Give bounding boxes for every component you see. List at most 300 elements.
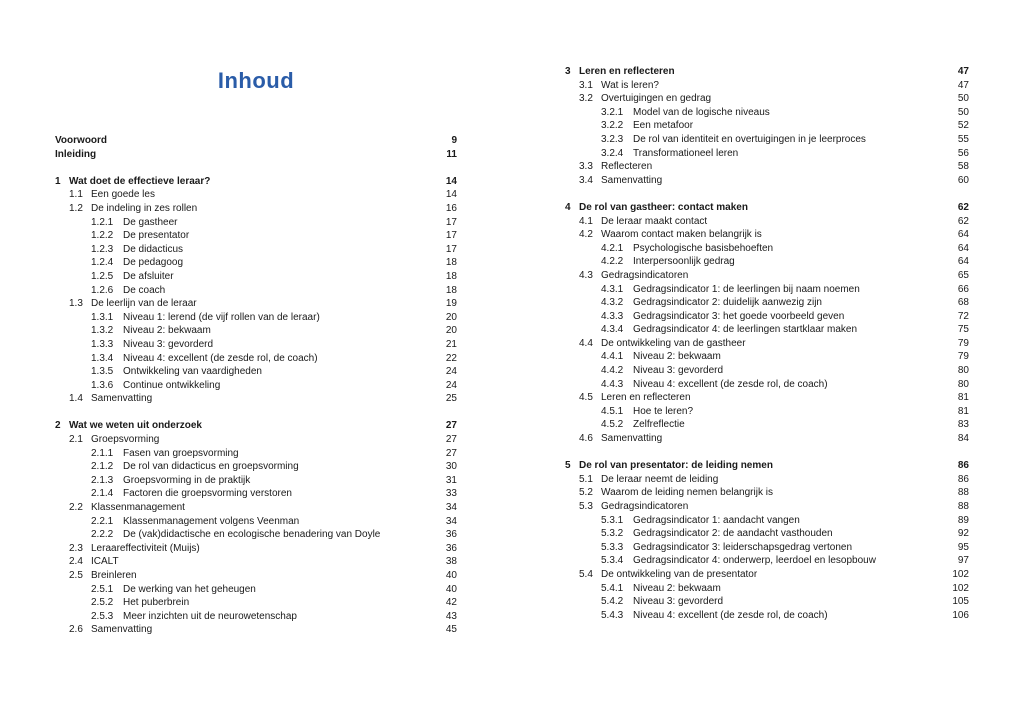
toc-entry [55,610,457,624]
toc-entry [565,79,969,93]
toc-entry-number: 5.1 [579,473,593,485]
toc-entry-page: 25 [445,393,457,405]
toc-entry [55,379,457,393]
toc-entry-title: Klassenmanagement volgens Veenman [123,515,300,527]
toc-entry-title: Transformationeel leren [633,147,739,159]
toc-entry-number: 4.2 [579,229,593,241]
toc-entry [565,541,969,555]
toc-entry-page: 88 [957,487,969,499]
toc-entry-page: 14 [445,189,457,201]
toc-entry-page: 58 [957,161,969,173]
toc-entry [565,486,969,500]
toc-entry-number: 5.3.3 [601,541,624,553]
toc-entry-page: 40 [445,570,457,581]
toc-entry-title: Samenvatting [601,433,663,445]
toc-entry-number: 4 [565,201,571,213]
toc-entry-page: 79 [957,351,969,363]
toc-entry-number: 5.3 [579,501,593,512]
toc-entry-title: Klassenmanagement [91,502,185,514]
toc-entry [565,378,969,392]
toc-entry-title: Wat we weten uit onderzoek [69,420,202,432]
toc-entry-title: Zelfreflectie [633,419,685,431]
toc-entry [565,323,969,337]
left-page [55,0,457,719]
toc-spacer [565,187,969,201]
toc-entry [565,582,969,596]
toc-entry-title: Samenvatting [601,174,663,186]
toc-entry [565,283,969,297]
toc-entry-page: 16 [445,202,457,214]
toc-entry-number: 1.2 [69,202,83,214]
toc-entry-title: Samenvatting [91,393,153,405]
toc-entry-title: Niveau 3: gevorderd [123,338,214,350]
toc-entry-number: 4.3.4 [601,324,624,336]
toc-entry-page: 34 [445,515,457,527]
toc-entry [55,501,457,515]
toc-entry-number: 4.5.1 [601,405,624,417]
toc-entry-title: De leerlijn van de leraar [91,298,197,310]
toc-entry-page: 43 [445,610,457,622]
toc-entry-page: 92 [957,528,969,540]
toc-entry-number: 1.3 [69,298,83,310]
toc-entry-page: 50 [957,106,969,118]
toc-entry [55,555,457,569]
toc-entry-page: 20 [445,311,457,323]
toc-entry-page: 56 [957,147,969,159]
toc-entry-page: 17 [445,243,457,255]
toc-entry [55,460,457,474]
toc-entry-number: 5.3.4 [601,555,624,567]
toc-entry-page: 42 [445,597,457,609]
toc-entry-title: De leraar maakt contact [601,215,708,227]
toc-entry-page: 86 [957,460,969,472]
toc-entry-page: 86 [957,473,969,485]
toc-entry-title: Waarom contact maken belangrijk is [601,229,762,241]
toc-entry-number: 4.3.3 [601,310,624,322]
toc-entry-page: 106 [952,609,969,621]
toc-entry [55,433,457,447]
toc-entry-page: 65 [957,269,969,281]
toc-entry-title: De presentator [123,230,190,242]
toc-entry-page: 45 [445,624,457,636]
toc-entry [565,391,969,405]
toc-entry-number: 1.4 [69,393,83,405]
toc-entry-page: 55 [957,133,969,145]
toc-chapter-entry [55,134,457,148]
toc-entry [55,297,457,311]
toc-chapter-entry [565,201,969,215]
toc-entry-title: De leraar neemt de leiding [601,473,719,485]
toc-entry-page: 64 [957,256,969,268]
toc-entry [55,270,457,284]
toc-entry-number: 4.3.2 [601,297,624,309]
toc-entry [55,392,457,406]
toc-entry [565,432,969,446]
toc-entry-page: 27 [445,420,457,432]
toc-entry-page: 27 [445,434,457,446]
toc-entry [565,242,969,256]
toc-entry-page: 68 [957,297,969,309]
toc-entry-number: 4.5.2 [601,419,624,431]
toc-entry-number: 4.3 [579,269,593,281]
toc-entry-title: De rol van didacticus en groepsvorming [123,461,299,473]
toc-entry-number: 3.2.3 [601,133,624,145]
toc-entry-title: Gedragsindicator 2: duidelijk aanwezig zijn [633,297,822,309]
toc-entry-title: Niveau 2: bekwaam [123,325,211,337]
right-page [565,0,969,719]
toc-entry-page: 52 [957,120,969,132]
toc-entry-title: Gedragsindicator 1: aandacht vangen [633,514,800,526]
toc-entry-number: 1.3.5 [91,366,114,378]
toc-entry [565,215,969,229]
toc-entry-title: Overtuigingen en gedrag [601,93,712,105]
toc-entry [55,188,457,202]
toc-entry [55,596,457,610]
toc-entry-page: 105 [952,596,969,608]
toc-entry [565,405,969,419]
toc-entry-title: De rol van presentator: de leiding nemen [579,460,773,472]
toc-entry-page: 102 [952,582,969,594]
toc-entry-number: 2.5.3 [91,610,114,622]
toc-entry-page: 66 [957,283,969,295]
toc-entry-number: 2.5.1 [91,583,114,595]
toc-entry-title: Gedragsindicatoren [601,501,689,512]
toc-entry-title: Gedragsindicator 4: de leerlingen startklaar maken [633,324,858,336]
toc-entry-title: Fasen van groepsvorming [123,447,239,459]
toc-entry-title: De werking van het geheugen [123,583,256,595]
toc-entry-number: 2.1.3 [91,474,114,486]
toc-entry-number: 2.5 [69,570,83,581]
toc-entry-page: 21 [445,338,457,350]
toc-entry-page: 18 [445,284,457,296]
toc-entry-page: 22 [445,352,457,364]
toc-entry [55,623,457,637]
toc-left [55,134,457,637]
toc-spacer [55,406,457,420]
toc-entry-title: Hoe te leren? [633,405,694,417]
toc-entry-number: 1.3.1 [91,311,114,323]
toc-entry [565,106,969,120]
toc-entry-number: 5.4.2 [601,596,624,608]
toc-entry-title: De coach [123,284,166,296]
toc-entry [565,174,969,188]
toc-entry [565,514,969,528]
toc-entry-page: 81 [957,405,969,417]
toc-entry [55,528,457,542]
toc-entry [55,569,457,583]
toc-entry-page: 83 [957,419,969,431]
toc-entry-page: 102 [952,568,969,580]
toc-entry-number: 3 [565,66,571,77]
toc-entry-title: Leren en reflecteren [579,66,675,77]
toc-entry-page: 89 [957,514,969,526]
toc-entry-title: Groepsvorming in de praktijk [123,474,251,486]
toc-entry [55,583,457,597]
toc-entry-number: 1.3.2 [91,325,114,337]
toc-entry-title: De ontwikkeling van de presentator [601,568,758,580]
toc-entry-page: 17 [445,230,457,242]
toc-entry-number: 4.4.1 [601,351,624,363]
toc-entry [565,296,969,310]
toc-entry [565,364,969,378]
toc-entry [55,311,457,325]
toc-entry-page: 30 [445,461,457,473]
toc-entry-title: Samenvatting [91,624,153,636]
toc-entry [565,310,969,324]
toc-entry-number: 5.3.1 [601,514,624,526]
toc-entry-page: 27 [445,447,457,459]
toc-entry-title: De gastheer [123,216,178,228]
toc-right [565,65,969,622]
toc-entry-page: 47 [957,66,969,77]
toc-entry-title: De didacticus [123,243,184,255]
toc-entry-number: 2.5.2 [91,597,114,609]
toc-entry-page: 62 [957,201,969,213]
toc-entry-number: 4.2.2 [601,256,624,268]
toc-entry-number: 5.4 [579,568,593,580]
toc-entry-page: 88 [957,501,969,512]
toc-entry-page: 64 [957,229,969,241]
toc-entry-number: 3.2.2 [601,120,624,132]
toc-entry-page: 60 [957,174,969,186]
toc-entry [55,515,457,529]
toc-entry-title: Niveau 2: bekwaam [633,351,721,363]
toc-entry-title: Een goede les [91,189,155,201]
toc-entry-title: Waarom de leiding nemen belangrijk is [601,487,773,499]
toc-entry-title: Leraareffectiviteit (Muijs) [91,542,200,554]
toc-entry [565,92,969,106]
toc-entry-page: 34 [445,502,457,514]
toc-entry-page: 36 [445,542,457,554]
toc-entry-title: Niveau 4: excellent (de zesde rol, de coach) [633,609,828,621]
toc-entry [565,228,969,242]
toc-entry-number: 4.5 [579,392,593,404]
toc-entry-page: 50 [957,93,969,105]
toc-entry-page: 18 [445,270,457,282]
toc-entry-number: 2 [55,420,61,432]
toc-entry [565,568,969,582]
toc-entry-number: 4.6 [579,433,593,445]
toc-entry-number: 2.6 [69,624,83,636]
toc-entry-page: 24 [445,366,457,378]
toc-entry-number: 4.4.2 [601,365,624,377]
toc-entry-title: Psychologische basisbehoeften [633,242,774,254]
toc-entry-title: Niveau 3: gevorderd [633,596,724,608]
toc-entry-title: Gedragsindicator 2: de aandacht vasthouden [633,528,833,540]
toc-entry-title: Gedragsindicator 4: onderwerp, leerdoel en lesopbouw [633,555,876,567]
toc-entry-title: Niveau 1: lerend (de vijf rollen van de leraar) [123,311,320,323]
toc-entry-title: Een metafoor [633,120,694,132]
toc-entry-page: 80 [957,378,969,390]
toc-entry-number: 4.3.1 [601,283,624,295]
toc-entry-title: Wat doet de effectieve leraar? [69,175,211,187]
toc-entry-number: 5 [565,460,571,472]
toc-entry [565,337,969,351]
toc-entry-title: Wat is leren? [601,79,659,91]
toc-chapter-entry [565,65,969,79]
toc-entry [55,202,457,216]
toc-entry [55,284,457,298]
toc-entry [565,554,969,568]
toc-entry-title: Gedragsindicator 3: het goede voorbeeld geven [633,310,845,322]
toc-entry [565,500,969,514]
toc-spacer [565,446,969,460]
toc-entry-page: 19 [445,298,457,310]
toc-entry-number: 1.2.6 [91,284,114,296]
toc-entry-title: De indeling in zes rollen [91,202,198,214]
toc-entry-title: De rol van gastheer: contact maken [579,201,748,213]
toc-entry [565,418,969,432]
toc-entry-title: Reflecteren [601,161,653,173]
toc-chapter-entry [55,419,457,433]
toc-entry-title: Voorwoord [55,135,108,146]
toc-entry-number: 1 [55,175,61,187]
toc-entry-number: 2.3 [69,542,83,554]
toc-spacer [55,161,457,175]
toc-entry [55,324,457,338]
toc-entry-page: 17 [445,216,457,228]
toc-entry-title: Niveau 4: excellent (de zesde rol, de coach) [633,378,828,390]
toc-entry-page: 80 [957,365,969,377]
toc-entry-title: De (vak)didactische en ecologische benadering van Doyle [123,529,381,541]
toc-entry-number: 3.2 [579,93,593,105]
toc-entry [565,609,969,623]
toc-entry-title: Niveau 4: excellent (de zesde rol, de coach) [123,352,318,364]
toc-entry-page: 62 [957,215,969,227]
toc-entry-title: De rol van identiteit en overtuigingen in je leerproces [633,133,866,145]
toc-entry [55,338,457,352]
toc-entry-number: 5.3.2 [601,528,624,540]
toc-chapter-entry [55,175,457,189]
toc-entry-page: 11 [446,148,457,160]
toc-entry [55,229,457,243]
toc-entry-number: 3.2.4 [601,147,624,159]
toc-entry-page: 36 [445,529,457,541]
toc-entry [565,119,969,133]
toc-entry-number: 3.4 [579,174,593,186]
toc-entry-number: 3.2.1 [601,106,624,118]
toc-entry-number: 2.1.1 [91,447,114,459]
toc-entry-title: Het puberbrein [123,597,190,609]
toc-entry-number: 1.2.2 [91,230,114,242]
toc-entry-page: 24 [445,379,457,391]
toc-entry [565,473,969,487]
toc-entry-title: Niveau 3: gevorderd [633,365,724,377]
toc-entry [565,147,969,161]
toc-entry-title: Gedragsindicatoren [601,269,689,281]
toc-entry-page: 75 [957,324,969,336]
toc-entry-number: 4.4 [579,337,593,349]
toc-entry [55,256,457,270]
toc-entry [55,487,457,501]
toc-entry-title: De afsluiter [123,270,174,282]
toc-entry-page: 95 [957,541,969,553]
toc-entry-number: 5.2 [579,487,593,499]
toc-entry-number: 1.1 [69,189,83,201]
toc-entry [565,160,969,174]
toc-entry-page: 47 [957,79,969,91]
toc-entry-title: Leren en reflecteren [601,392,691,404]
toc-entry [565,269,969,283]
toc-entry-number: 5.4.3 [601,609,624,621]
toc-entry [55,216,457,230]
toc-entry-title: Meer inzichten uit de neurowetenschap [123,610,297,622]
toc-entry-number: 1.2.3 [91,243,114,255]
toc-entry-number: 4.4.3 [601,378,624,390]
toc-entry-number: 1.3.3 [91,338,114,350]
toc-chapter-entry [565,459,969,473]
toc-entry-number: 5.4.1 [601,582,624,594]
toc-entry-title: Model van de logische niveaus [633,106,770,118]
toc-entry-number: 2.1.2 [91,461,114,473]
toc-entry-title: ICALT [91,556,119,568]
toc-entry-title: Groepsvorming [91,434,160,446]
toc-entry [565,133,969,147]
toc-entry-number: 1.3.4 [91,352,114,364]
toc-entry-title: Breinleren [91,570,137,581]
toc-entry-title: Niveau 2: bekwaam [633,582,721,594]
toc-entry-page: 9 [451,135,457,146]
toc-entry-title: Continue ontwikkeling [123,379,221,391]
toc-entry-number: 1.2.4 [91,257,114,269]
toc-entry [55,352,457,366]
toc-entry-title: Gedragsindicator 3: leiderschapsgedrag vertonen [633,541,853,553]
toc-entry-number: 2.2.2 [91,529,114,541]
toc-entry-number: 3.3 [579,161,593,173]
toc-entry-number: 1.3.6 [91,379,114,391]
toc-entry-title: Inleiding [55,148,97,160]
page-title: Inhoud [217,68,295,93]
toc-chapter-entry [55,148,457,162]
toc-entry-title: Gedragsindicator 1: de leerlingen bij naam noemen [633,283,860,295]
toc-entry-number: 4.2.1 [601,242,624,254]
toc-entry-page: 33 [445,488,457,500]
toc-entry [55,365,457,379]
toc-entry-number: 2.2 [69,502,83,514]
toc-entry-page: 79 [957,337,969,349]
toc-entry-title: Ontwikkeling van vaardigheden [123,366,262,378]
toc-entry-number: 2.1.4 [91,488,114,500]
toc-entry-number: 4.1 [579,215,593,227]
toc-entry-title: Factoren die groepsvorming verstoren [123,488,292,500]
toc-entry-page: 40 [445,583,457,595]
toc-entry-title: Interpersoonlijk gedrag [633,256,735,268]
toc-entry-page: 72 [957,310,969,322]
toc-entry [55,474,457,488]
toc-entry-page: 84 [957,433,969,445]
toc-entry-page: 38 [445,556,457,568]
toc-entry-page: 31 [445,474,457,486]
toc-entry-number: 2.1 [69,434,83,446]
toc-entry-page: 81 [957,392,969,404]
toc-entry [565,527,969,541]
toc-entry-page: 20 [445,325,457,337]
toc-entry [565,595,969,609]
toc-entry-page: 64 [957,242,969,254]
toc-entry-number: 1.2.1 [91,216,114,228]
toc-entry-title: De pedagoog [123,257,184,269]
toc-entry-number: 1.2.5 [91,270,114,282]
toc-entry [55,243,457,257]
toc-entry [55,447,457,461]
toc-entry [565,255,969,269]
toc-entry-page: 97 [957,555,969,567]
toc-entry-number: 3.1 [579,79,593,91]
toc-entry [55,542,457,556]
toc-entry-number: 2.4 [69,556,83,568]
toc-entry-title: De ontwikkeling van de gastheer [601,337,746,349]
toc-entry-number: 2.2.1 [91,515,114,527]
